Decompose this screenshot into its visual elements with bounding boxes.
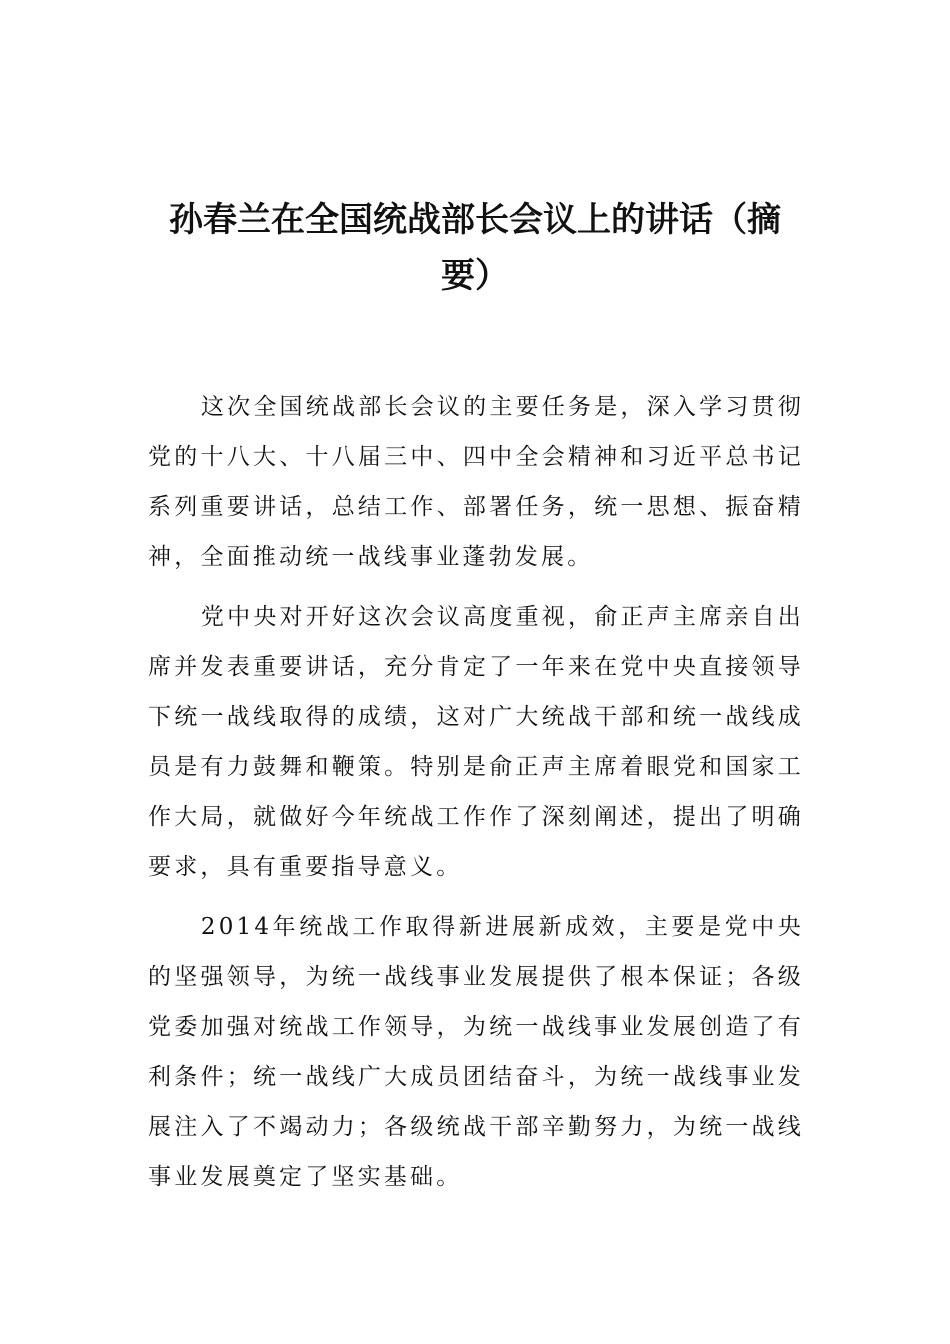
paragraph-3: 2014年统战工作取得新进展新成效，主要是党中央的坚强领导，为统一战线事业发展提供了根本保证；各级党委加强对统战工作领导，为统一战线事业发展创造了有利条件；统一战线广大成员团结奋斗，为统一战线事业发展注入了不竭动力；各级统战干部辛勤努力，为统一战线事业发展奠定了坚实基础。: [148, 914, 804, 1190]
document-body: [148, 382, 804, 1212]
paragraph-2: 党中央对开好这次会议高度重视，俞正声主席亲自出席并发表重要讲话，充分肯定了一年来在党中央直接领导下统一战线取得的成绩，这对广大统战干部和统一战线成员是有力鼓舞和鞭策。特别是俞正声主席着眼党和国家工作大局，就做好今年统战工作作了深刻阐述，提出了明确要求，具有重要指导意义。: [148, 604, 804, 880]
document-title: 孙春兰在全国统战部长会议上的讲话（摘要）: [169, 200, 781, 296]
paragraph-1: 这次全国统战部长会议的主要任务是，深入学习贯彻党的十八大、十八届三中、四中全会精神和习近平总书记系列重要讲话，总结工作、部署任务，统一思想、振奋精神，全面推动统一战线事业蓬勃发展。: [148, 394, 804, 570]
